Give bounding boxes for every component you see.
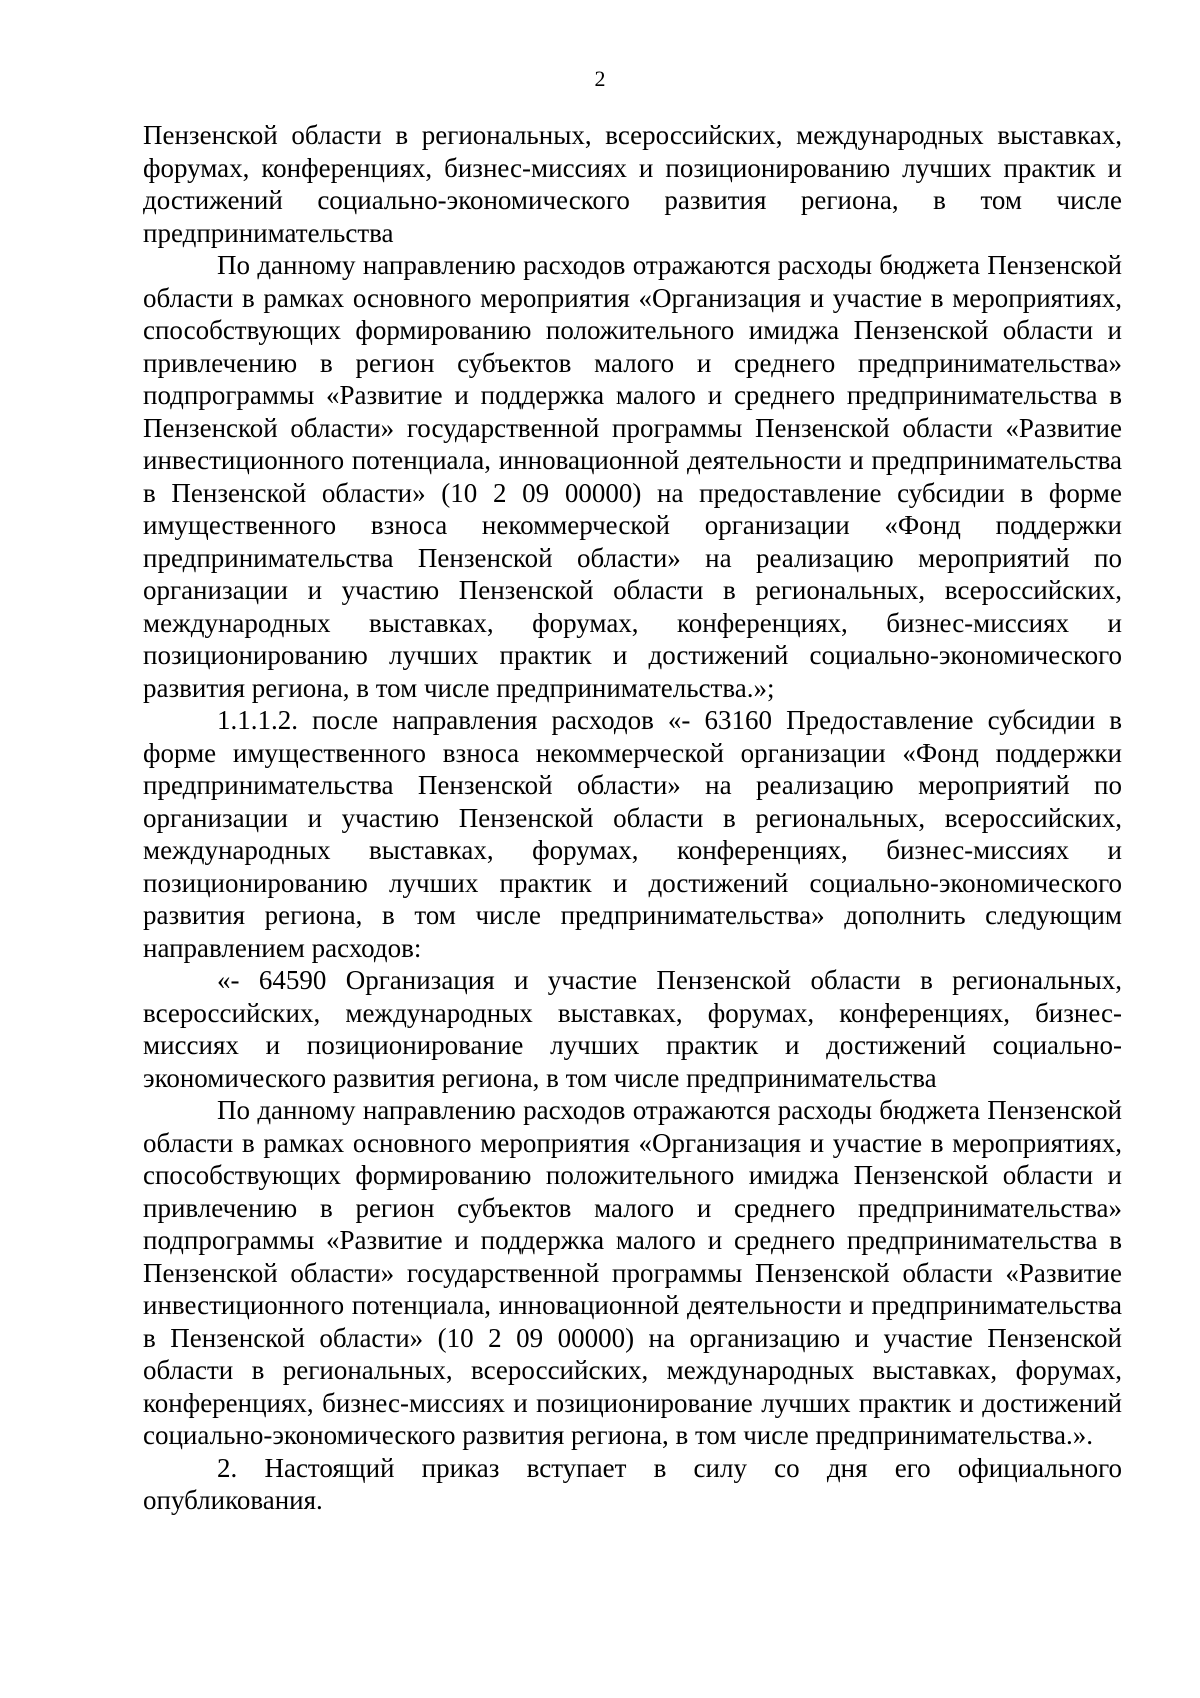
document-body (143, 119, 1122, 1517)
paragraph: 2. Настоящий приказ вступает в силу со дня его официального опубликования. (143, 1452, 1122, 1515)
paragraph: По данному направлению расходов отражаются расходы бюджета Пензенской области в рамках основного мероприятия «Организация и участие в мероприятиях, способствующих формированию положительного имиджа Пензенской области и привлечению в регион субъектов малого и среднего предпринимательства» подпрограммы «Развитие и поддержка малого и среднего предпринимательства в Пензенской области» государственной программы Пензенской области «Развитие инвестиционного потенциала, инновационной деятельности и предпринимательства в Пензенской области» (10 2 09 00000) на организацию и участие Пензенской области в региональных, всероссийских, международных выставках, форумах, конференциях, бизнес-миссиях и позиционирование лучших практик и достижений социально-экономического развития региона, в том числе предпринимательства.». (143, 1095, 1122, 1450)
paragraph: «- 64590 Организация и участие Пензенской области в региональных, всероссийских, международных выставках, форумах, конференциях, бизнес-миссиях и позиционирование лучших практик и достижений социально-экономического развития региона, в том числе предпринимательства (143, 965, 1122, 1093)
paragraph: 1.1.1.2. после направления расходов «- 63160 Предоставление субсидии в форме имущественного взноса некоммерческой организации «Фонд поддержки предпринимательства Пензенской области» на реализацию мероприятий по организации и участию Пензенской области в региональных, всероссийских, международных выставках, форумах, конференциях, бизнес-миссиях и позиционированию лучших практик и достижений социально-экономического развития региона, в том числе предпринимательства» дополнить следующим направлением расходов: (143, 705, 1122, 963)
paragraph: Пензенской области в региональных, всероссийских, международных выставках, форумах, конференциях, бизнес-миссиях и позиционированию лучших практик и достижений социально-экономического развития региона, в том числе предпринимательства (143, 120, 1122, 248)
page-number: 2 (594, 66, 606, 91)
paragraph: По данному направлению расходов отражаются расходы бюджета Пензенской области в рамках основного мероприятия «Организация и участие в мероприятиях, способствующих формированию положительного имиджа Пензенской области и привлечению в регион субъектов малого и среднего предпринимательства» подпрограммы «Развитие и поддержка малого и среднего предпринимательства в Пензенской области» государственной программы Пензенской области «Развитие инвестиционного потенциала, инновационной деятельности и предпринимательства в Пензенской области» (10 2 09 00000) на предоставление субсидии в форме имущественного взноса некоммерческой организации «Фонд поддержки предпринимательства Пензенской области» на реализацию мероприятий по организации и участию Пензенской области в региональных, всероссийских, международных выставках, форумах, конференциях, бизнес-миссиях и позиционированию лучших практик и достижений социально-экономического развития региона, в том числе предпринимательства.»; (143, 250, 1122, 703)
